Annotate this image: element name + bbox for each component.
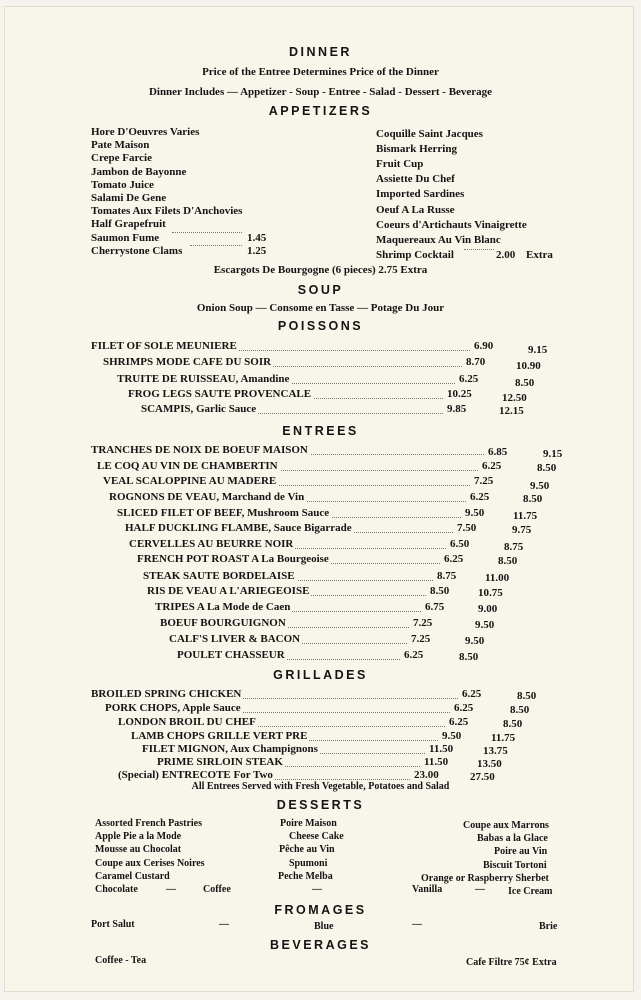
dish-name: TRANCHES DE NOIX DE BOEUF MAISON [91, 444, 308, 456]
price-complete: 8.50 [503, 718, 523, 730]
price-complete: 9.15 [528, 344, 548, 356]
menu-row [157, 756, 420, 770]
dessert-item: Cheese Cake [289, 831, 344, 843]
beverages-coffee-tea: Coffee - Tea [95, 955, 147, 966]
price-single: 6.25 [454, 702, 474, 714]
dish-name: FILET OF SOLE MEUNIERE [91, 340, 237, 352]
price-single: 7.25 [411, 633, 431, 645]
price-single: 9.85 [447, 403, 467, 415]
dish-name: CALF'S LIVER & BACON [169, 633, 301, 645]
dish-name: FROG LEGS SAUTE PROVENCALE [128, 388, 312, 400]
dish-name: SCAMPIS, Garlic Sauce [141, 403, 257, 415]
menu-row [91, 340, 470, 354]
appetizer-item: Imported Sardines [376, 188, 465, 201]
appetizer-item: Tomates Aux Filets D'Anchovies [91, 205, 243, 218]
price-single: 6.90 [474, 340, 494, 352]
price-single: 6.25 [459, 373, 479, 385]
price-single: 7.25 [474, 475, 494, 487]
price-complete: 9.50 [465, 635, 485, 647]
fromage-port-salut: Port Salut [91, 919, 135, 930]
dessert-chocolate: Chocolate [95, 884, 138, 895]
dessert-dash: — [166, 884, 176, 895]
dish-name: RIS DE VEAU A L'ARIEGEOISE [147, 585, 310, 597]
price-complete: 13.75 [483, 745, 508, 757]
dessert-dash-3: — [475, 884, 485, 895]
dessert-item: Pêche au Vin [279, 844, 335, 856]
price-single: 9.50 [465, 507, 485, 519]
price-complete: 11.75 [513, 510, 538, 522]
price-single: 6.25 [462, 688, 482, 700]
desserts-heading: DESSERTS [276, 798, 365, 812]
price-complete: 8.50 [517, 690, 537, 702]
menu-row [142, 743, 425, 757]
soup-line: Onion Soup — Consome en Tasse — Potage Du Jour [196, 302, 445, 314]
menu-row [177, 649, 400, 663]
price-complete: 13.50 [477, 758, 502, 770]
menu-row [143, 570, 433, 584]
price-single: 6.25 [449, 716, 469, 728]
price-complete: 9.75 [512, 524, 532, 536]
menu-row [160, 617, 409, 631]
appetizer-item: Jambon de Bayonne [91, 165, 187, 178]
price-complete: 8.75 [504, 541, 524, 553]
appetizer-item: Shrimp Cocktail [376, 248, 454, 261]
entrees-heading: ENTREES [282, 424, 359, 438]
soup-heading: SOUP [297, 283, 344, 297]
menu-row [128, 388, 443, 402]
appetizer-item: Hore D'Oeuvres Varies [91, 126, 200, 138]
dish-name: LONDON BROIL DU CHEF [118, 716, 256, 728]
appetizer-item: Oeuf A La Russe [376, 203, 455, 216]
appetizer-item: Salami De Gene [91, 192, 167, 204]
fromages-heading: FROMAGES [274, 903, 367, 917]
dish-name: CERVELLES AU BEURRE NOIR [129, 538, 294, 550]
escargots-line: Escargots De Bourgogne (6 pieces) 2.75 Extra [213, 264, 428, 276]
appetizer-item: Maquereaux Au Vin Blanc [376, 233, 501, 246]
dessert-item: Peche Melba [278, 870, 333, 882]
dish-name: LAMB CHOPS GRILLE VERT PRE [131, 730, 308, 742]
dish-name: BROILED SPRING CHICKEN [91, 688, 242, 700]
dish-name: VEAL SCALOPPINE AU MADERE [103, 475, 277, 487]
fromage-brie: Brie [539, 921, 558, 932]
price-single: 6.85 [488, 446, 508, 458]
poissons-heading: POISSONS [277, 319, 364, 333]
appetizer-item: Bismark Herring [376, 143, 457, 156]
menu-row [105, 702, 450, 716]
dessert-item: Biscuit Tortoni [483, 859, 547, 871]
price-single: 9.50 [442, 730, 462, 742]
menu-row [103, 475, 470, 489]
dessert-item: Coupe aux Cerises Noires [95, 857, 205, 869]
price-complete: 8.50 [515, 377, 535, 389]
menu-row [91, 444, 484, 458]
menu-row [125, 522, 453, 536]
appetizer-item: Pate Maison [91, 139, 150, 152]
dessert-item: Babas a la Glace [477, 833, 548, 845]
appetizer-item: Coquille Saint Jacques [376, 128, 483, 140]
appetizer-extra: Extra [526, 248, 553, 261]
price-single: 11.50 [429, 743, 454, 755]
price-single: 6.25 [482, 460, 502, 472]
price-complete: 8.50 [523, 493, 543, 505]
dinner-title: DINNER [289, 45, 352, 59]
price-single: 7.25 [413, 617, 433, 629]
price-complete: 8.50 [498, 555, 518, 567]
entrees-note: All Entrees Served with Fresh Vegetable, Potatoes and Salad [191, 781, 450, 792]
dessert-item: Apple Pie a la Mode [95, 831, 182, 843]
price-single: 6.25 [470, 491, 490, 503]
appetizer-price: 2.00 [496, 248, 516, 261]
dish-name: TRIPES A La Mode de Caen [155, 601, 291, 613]
price-single: 6.25 [404, 649, 424, 661]
price-complete: 10.90 [516, 360, 541, 372]
price-single: 6.75 [425, 601, 445, 613]
beverages-cafe-filtre: Cafe Filtre 75¢ Extra [466, 957, 557, 968]
price-single: 23.00 [414, 769, 439, 781]
price-single: 8.50 [430, 585, 450, 597]
menu-row [117, 373, 455, 387]
dish-name: STEAK SAUTE BORDELAISE [143, 570, 295, 582]
menu-row [131, 730, 438, 744]
dish-name: PORK CHOPS, Apple Sauce [105, 702, 241, 714]
dessert-item: Spumoni [289, 857, 328, 869]
appetizer-item: Cherrystone Clams [91, 244, 183, 257]
menu-row [137, 553, 440, 567]
appetizer-item: Assiette Du Chef [376, 173, 455, 186]
appetizers-heading: APPETIZERS [268, 104, 373, 118]
price-single: 8.70 [466, 356, 486, 368]
menu-row [97, 460, 478, 474]
dessert-vanilla: Vanilla [412, 884, 443, 895]
beverages-heading: BEVERAGES [270, 938, 371, 952]
menu-row [91, 688, 458, 702]
dessert-item: Poire Maison [280, 818, 337, 829]
menu-row [117, 507, 461, 521]
appetizer-item: Fruit Cup [376, 158, 424, 171]
price-complete: 27.50 [470, 771, 495, 783]
dish-name: BOEUF BOURGUIGNON [160, 617, 286, 629]
dish-name: POULET CHASSEUR [177, 649, 285, 661]
price-single: 7.50 [457, 522, 477, 534]
grillades-heading: GRILLADES [273, 668, 368, 682]
appetizer-item: Half Grapefruit [91, 218, 166, 231]
price-complete: 12.15 [499, 405, 524, 417]
appetizer-item: Crepe Farcie [91, 152, 152, 165]
dish-name: (Special) ENTRECOTE For Two [118, 769, 273, 781]
menu-row [103, 356, 462, 370]
leader-dots [464, 249, 494, 250]
dinner-includes: Dinner Includes — Appetizer - Soup - Entree - Salad - Dessert - Beverage [148, 86, 493, 98]
dessert-item: Assorted French Pastries [95, 818, 203, 829]
price-single: 10.25 [447, 388, 472, 400]
price-complete: 9.00 [478, 603, 498, 615]
dessert-item: Caramel Custard [95, 870, 170, 882]
dessert-item: Poire au Vin [494, 846, 548, 858]
dessert-dash-2: — [312, 884, 322, 895]
appetizer-item: Coeurs d'Artichauts Vinaigrette [376, 218, 527, 231]
dish-name: LE COQ AU VIN DE CHAMBERTIN [97, 460, 278, 472]
appetizer-price: 1.25 [247, 244, 267, 257]
appetizer-item: Tomato Juice [91, 178, 154, 191]
dessert-item: Coupe aux Marrons [463, 820, 549, 831]
price-single: 11.50 [424, 756, 449, 768]
menu-row [109, 491, 466, 505]
menu-row [155, 601, 421, 615]
dessert-item: Mousse au Chocolat [95, 844, 182, 856]
leader-dots [190, 245, 242, 246]
leader-dots [172, 232, 242, 233]
price-complete: 8.50 [510, 704, 530, 716]
dinner-subtitle: Price of the Entree Determines Price of the Dinner [202, 66, 439, 78]
dessert-coffee: Coffee [203, 884, 231, 895]
price-complete: 8.50 [459, 651, 479, 663]
menu-row [118, 716, 445, 730]
price-complete: 9.50 [530, 480, 550, 492]
price-single: 6.25 [444, 553, 464, 565]
menu-row [147, 585, 426, 599]
price-complete: 9.15 [543, 448, 563, 460]
dish-name: HALF DUCKLING FLAMBE, Sauce Bigarrade [125, 522, 352, 534]
dish-name: SHRIMPS MODE CAFE DU SOIR [103, 356, 272, 368]
menu-row [129, 538, 446, 552]
dessert-ice-cream: Ice Cream [508, 886, 553, 897]
dish-name: PRIME SIRLOIN STEAK [157, 756, 283, 768]
price-complete: 11.00 [485, 572, 510, 584]
price-complete: 10.75 [478, 587, 503, 599]
dish-name: SLICED FILET OF BEEF, Mushroom Sauce [117, 507, 330, 519]
appetizer-price: 1.45 [247, 231, 267, 244]
dish-name: ROGNONS DE VEAU, Marchand de Vin [109, 491, 305, 503]
price-complete: 11.75 [491, 732, 516, 744]
price-complete: 9.50 [475, 619, 495, 631]
menu-row [141, 403, 443, 417]
menu-row [169, 633, 407, 647]
fromage-blue: Blue [314, 921, 334, 932]
fromage-dash-2: — [412, 919, 422, 930]
dish-name: TRUITE DE RUISSEAU, Amandine [117, 373, 290, 385]
price-complete: 12.50 [502, 392, 527, 404]
fromage-dash: — [219, 919, 229, 930]
dish-name: FRENCH POT ROAST A La Bourgeoise [137, 553, 329, 565]
dessert-item: Orange or Raspberry Sherbet [421, 872, 549, 884]
dish-name: FILET MIGNON, Aux Champignons [142, 743, 318, 755]
appetizer-item: Saumon Fume [91, 231, 160, 244]
price-single: 8.75 [437, 570, 457, 582]
price-single: 6.50 [450, 538, 470, 550]
price-complete: 8.50 [537, 462, 557, 474]
